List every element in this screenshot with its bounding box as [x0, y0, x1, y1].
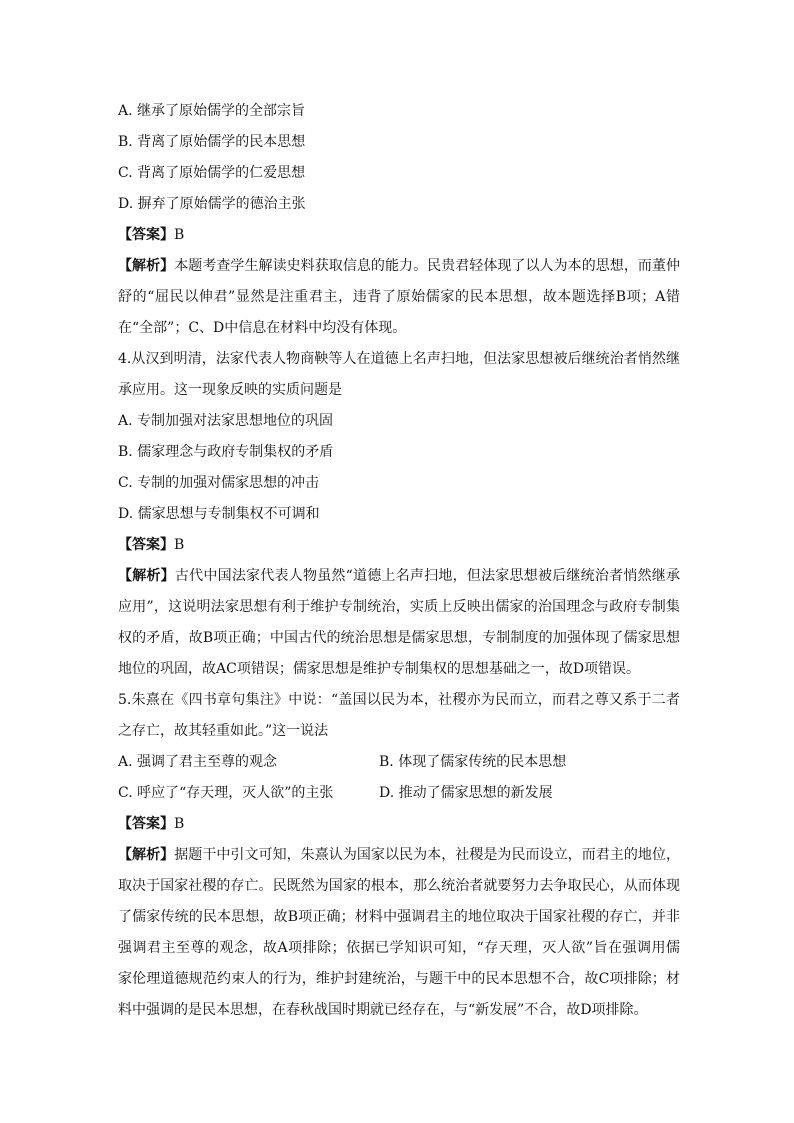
q5-option-c: C. 呼应了“存天理，灭人欲”的主张: [118, 785, 334, 801]
q5-option-a: A. 强调了君主至尊的观念: [118, 754, 278, 770]
q4-option-a: A. 专制加强对法家思想地位的巩固: [118, 413, 334, 429]
q3-option-a: A. 继承了原始儒学的全部宗旨: [118, 103, 306, 119]
analysis-line: 地位的巩固，故AC项错误；儒家思想是维护专制集权的思想基础之一，故D项错误。: [118, 661, 641, 677]
q3-option-c: C. 背离了原始儒学的仁爱思想: [118, 165, 306, 181]
q4-stem: [118, 344, 680, 406]
analysis-line: 【解析】据题干中引文可知，朱熹认为国家以民为本，社稷是为民而设立，而君主的地位，: [118, 847, 680, 863]
q4-analysis: [118, 561, 680, 685]
q5-analysis: [118, 840, 680, 1026]
analysis-line: 舒的“屈民以伸君”显然是注重君主，违背了原始儒家的民本思想，故本题选择B项；A错: [118, 289, 680, 305]
answer-label: 【答案】: [118, 816, 174, 832]
stem-line: 之存亡，故其轻重如此。”这一说法: [118, 723, 329, 739]
q5-options: [118, 747, 680, 809]
answer-value: B: [174, 537, 185, 553]
q4-option-d: D. 儒家思想与专制集权不可调和: [118, 506, 320, 522]
q3-option-d: D. 摒弃了原始儒学的德治主张: [118, 196, 306, 212]
q3-answer: [118, 220, 680, 251]
q4-answer: [118, 530, 680, 561]
analysis-line: 应用”，这说明法家思想有利于维护专制统治，实质上反映出儒家的治国理念与政府专制集: [118, 599, 680, 615]
stem-line: 4.从汉到明清，法家代表人物商鞅等人在道德上名声扫地，但法家思想被后继统治者悄然继: [118, 351, 680, 367]
analysis-label: 【解析】: [118, 847, 175, 863]
q3-options: [118, 96, 680, 220]
analysis-line: 取决于国家社稷的存亡。民既然为国家的根本，那么统治者就要努力去争取民心，从而体现: [118, 878, 680, 894]
stem-line: 承应用。这一现象反映的实质问题是: [118, 382, 342, 398]
q5-options-row-1: [118, 747, 680, 778]
q5-option-d: D. 推动了儒家思想的新发展: [379, 785, 553, 801]
analysis-line: 家伦理道德规范约束人的行为，维护封建统治，与题干中的民本思想不合，故C项排除；材: [118, 971, 680, 987]
q4-option-b: B. 儒家理念与政府专制集权的矛盾: [118, 444, 334, 460]
analysis-label: 【解析】: [118, 568, 175, 584]
q5-option-b: B. 体现了儒家传统的民本思想: [379, 754, 567, 770]
analysis-line: 【解析】古代中国法家代表人物虽然“道德上名声扫地，但法家思想被后继统治者悄然继承: [118, 568, 680, 584]
q4-option-c: C. 专制的加强对儒家思想的冲击: [118, 475, 320, 491]
document-page: [118, 96, 680, 1026]
q5-stem: [118, 685, 680, 747]
analysis-line: 在“全部”；C、D中信息在材料中均没有体现。: [118, 320, 407, 336]
analysis-label: 【解析】: [118, 258, 175, 274]
analysis-line: 【解析】本题考查学生解读史料获取信息的能力。民贵君轻体现了以人为本的思想，而董仲: [118, 258, 680, 274]
answer-value: B: [174, 227, 185, 243]
analysis-line: 权的矛盾，故B项正确；中国古代的统治思想是儒家思想，专制制度的加强体现了儒家思想: [118, 630, 680, 646]
answer-label: 【答案】: [118, 537, 174, 553]
q3-option-b: B. 背离了原始儒学的民本思想: [118, 134, 306, 150]
analysis-line: 料中强调的是民本思想，在春秋战国时期就已经存在，与“新发展”不合，故D项排除。: [118, 1002, 648, 1018]
stem-line: 5.朱熹在《四书章句集注》中说：“盖国以民为本，社稷亦为民而立，而君之尊又系于二者: [118, 692, 680, 708]
analysis-line: 了儒家传统的民本思想，故B项正确；材料中强调君主的地位取决于国家社稷的存亡，并非: [118, 909, 680, 925]
q3-analysis: [118, 251, 680, 344]
answer-label: 【答案】: [118, 227, 174, 243]
q5-options-row-2: [118, 778, 680, 809]
q4-options: [118, 406, 680, 530]
q5-answer: [118, 809, 680, 840]
analysis-line: 强调君主至尊的观念，故A项排除；依据已学知识可知，“存天理，灭人欲”旨在强调用儒: [118, 940, 680, 956]
answer-value: B: [174, 816, 185, 832]
